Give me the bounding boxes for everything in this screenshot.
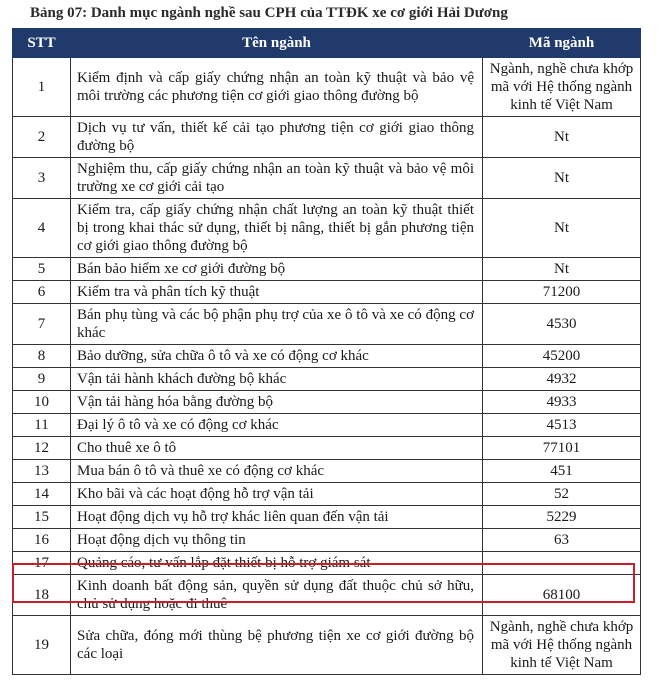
row-industry-name: Hoạt động dịch vụ hỗ trợ khác liên quan đến vận tải xyxy=(71,506,483,529)
header-stt: STT xyxy=(13,29,71,58)
table-header-row xyxy=(13,29,641,58)
table-row xyxy=(13,117,641,158)
row-industry-code: Ngành, nghề chưa khớp mã với Hệ thống ngành kinh tế Việt Nam xyxy=(483,616,641,675)
row-industry-code: 4932 xyxy=(483,368,641,391)
row-industry-code: 68100 xyxy=(483,575,641,616)
table-row xyxy=(13,506,641,529)
header-industry-name: Tên ngành xyxy=(71,29,483,58)
row-industry-name: Quảng cáo, tư vấn lắp đặt thiết bị hỗ trợ giám sát xyxy=(71,552,483,575)
row-industry-name: Sửa chữa, đóng mới thùng bệ phương tiện xe cơ giới đường bộ các loại xyxy=(71,616,483,675)
row-industry-code: Nt xyxy=(483,117,641,158)
row-stt: 15 xyxy=(13,506,71,529)
row-industry-code: Nt xyxy=(483,199,641,258)
table-row xyxy=(13,437,641,460)
table-row xyxy=(13,414,641,437)
row-industry-name: Nghiệm thu, cấp giấy chứng nhận an toàn kỹ thuật và bảo vệ môi trường xe cơ giới cải tạo xyxy=(71,158,483,199)
row-stt: 18 xyxy=(13,575,71,616)
row-industry-name: Bảo dưỡng, sửa chữa ô tô và xe có động cơ khác xyxy=(71,345,483,368)
row-industry-code: 5229 xyxy=(483,506,641,529)
row-industry-name: Vận tải hàng hóa bằng đường bộ xyxy=(71,391,483,414)
industry-table xyxy=(12,28,641,675)
header-industry-code: Mã ngành xyxy=(483,29,641,58)
table-row xyxy=(13,368,641,391)
row-industry-code: 77101 xyxy=(483,437,641,460)
row-industry-name: Kinh doanh bất động sản, quyền sử dụng đất thuộc chủ sở hữu, chủ sử dụng hoặc đi thuê xyxy=(71,575,483,616)
row-stt: 10 xyxy=(13,391,71,414)
row-industry-code: Ngành, nghề chưa khớp mã với Hệ thống ngành kinh tế Việt Nam xyxy=(483,58,641,117)
row-industry-name: Kho bãi và các hoạt động hỗ trợ vận tải xyxy=(71,483,483,506)
row-stt: 11 xyxy=(13,414,71,437)
row-stt: 14 xyxy=(13,483,71,506)
row-industry-code: Nt xyxy=(483,258,641,281)
row-stt: 5 xyxy=(13,258,71,281)
row-industry-code: 4933 xyxy=(483,391,641,414)
table-row xyxy=(13,552,641,575)
row-industry-code: 45200 xyxy=(483,345,641,368)
row-industry-code: 4513 xyxy=(483,414,641,437)
row-stt: 3 xyxy=(13,158,71,199)
row-industry-name: Hoạt động dịch vụ thông tin xyxy=(71,529,483,552)
row-stt: 13 xyxy=(13,460,71,483)
row-stt: 6 xyxy=(13,281,71,304)
row-industry-name: Cho thuê xe ô tô xyxy=(71,437,483,460)
row-stt: 16 xyxy=(13,529,71,552)
row-industry-code: 451 xyxy=(483,460,641,483)
table-row xyxy=(13,158,641,199)
table-row xyxy=(13,460,641,483)
row-industry-name: Đại lý ô tô và xe có động cơ khác xyxy=(71,414,483,437)
row-industry-name: Vận tải hành khách đường bộ khác xyxy=(71,368,483,391)
row-stt: 8 xyxy=(13,345,71,368)
row-stt: 1 xyxy=(13,58,71,117)
table-row xyxy=(13,58,641,117)
table-row-highlighted xyxy=(13,575,641,616)
row-industry-name: Bán bảo hiểm xe cơ giới đường bộ xyxy=(71,258,483,281)
row-stt: 4 xyxy=(13,199,71,258)
row-industry-code: Nt xyxy=(483,158,641,199)
row-industry-name: Kiểm tra, cấp giấy chứng nhận chất lượng an toàn kỹ thuật thiết bị trong khai thác sử dụng, thiết bị nâng, thiết bị gắn phương tiện cơ giới giao thông đường bộ xyxy=(71,199,483,258)
row-industry-code: 63 xyxy=(483,529,641,552)
row-stt: 17 xyxy=(13,552,71,575)
table-row xyxy=(13,199,641,258)
table-title: Bảng 07: Danh mục ngành nghề sau CPH của TTĐK xe cơ giới Hải Dương xyxy=(30,5,508,21)
table-row xyxy=(13,529,641,552)
row-stt: 9 xyxy=(13,368,71,391)
table-row xyxy=(13,345,641,368)
row-industry-code: 52 xyxy=(483,483,641,506)
table-row xyxy=(13,281,641,304)
row-industry-code: 71200 xyxy=(483,281,641,304)
row-industry-name: Bán phụ tùng và các bộ phận phụ trợ của xe ô tô và xe có động cơ khác xyxy=(71,304,483,345)
table-row xyxy=(13,258,641,281)
table-row xyxy=(13,304,641,345)
row-industry-name: Mua bán ô tô và thuê xe có động cơ khác xyxy=(71,460,483,483)
row-stt: 7 xyxy=(13,304,71,345)
row-industry-name: Kiểm tra và phân tích kỹ thuật xyxy=(71,281,483,304)
table-row xyxy=(13,483,641,506)
row-industry-code xyxy=(483,552,641,575)
row-stt: 19 xyxy=(13,616,71,675)
row-industry-name: Dịch vụ tư vấn, thiết kế cải tạo phương tiện cơ giới giao thông đường bộ xyxy=(71,117,483,158)
table-row xyxy=(13,391,641,414)
row-industry-name: Kiểm định và cấp giấy chứng nhận an toàn kỹ thuật và bảo vệ môi trường các phương tiện cơ giới giao thông đường bộ xyxy=(71,58,483,117)
row-stt: 2 xyxy=(13,117,71,158)
table-row xyxy=(13,616,641,675)
row-industry-code: 4530 xyxy=(483,304,641,345)
row-stt: 12 xyxy=(13,437,71,460)
